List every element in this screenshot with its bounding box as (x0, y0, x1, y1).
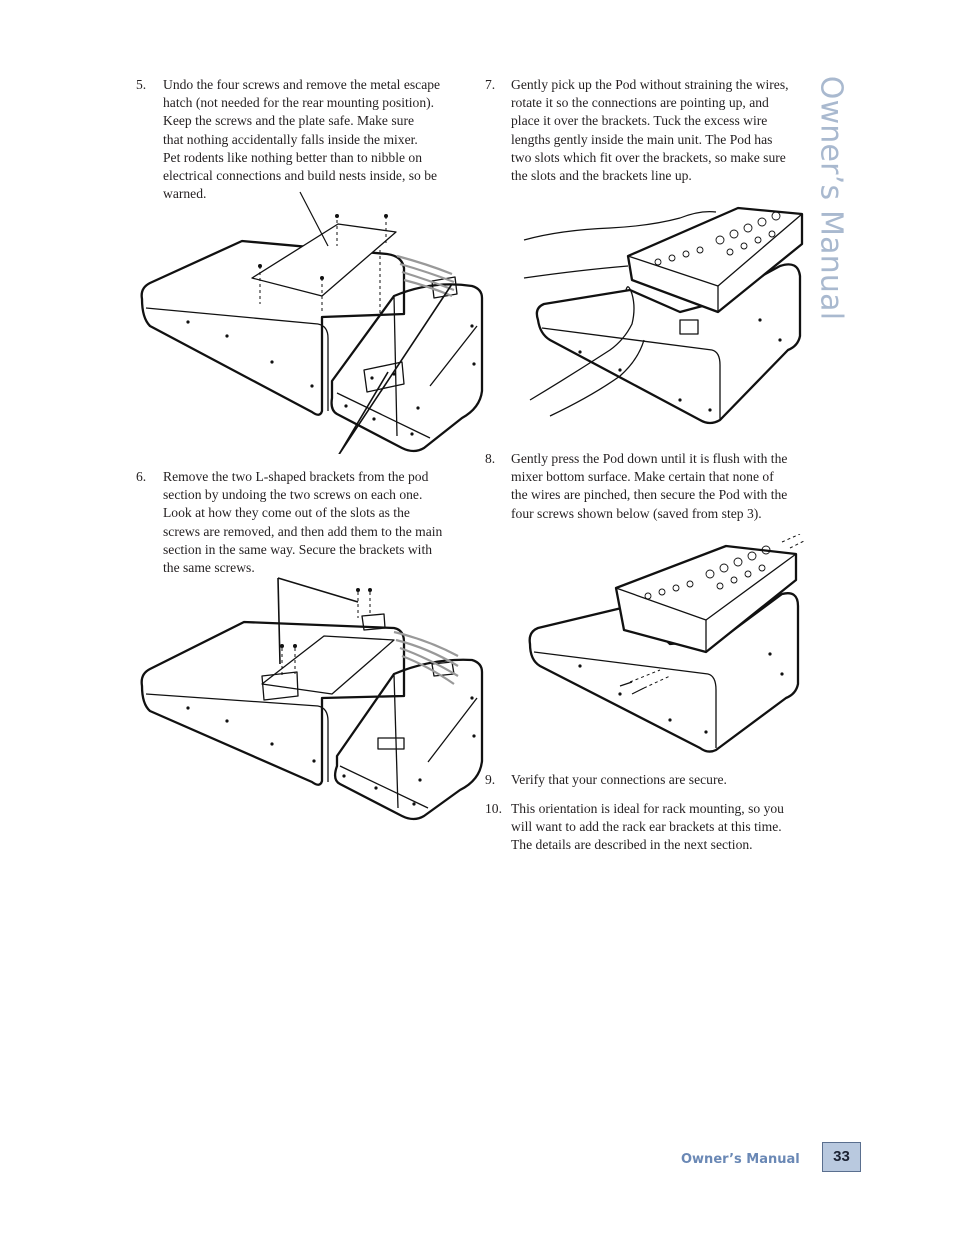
step-5-line-7: warned. (163, 186, 207, 202)
step-9-text (511, 771, 826, 789)
step-5-line-6: electrical connections and build nests inside, so be (163, 168, 438, 184)
step-8-line-1: Gently press the Pod down until it is flush with the (511, 451, 788, 466)
step-8 (485, 450, 825, 526)
step-5-text (163, 76, 478, 203)
step-8-number: 8. (485, 451, 496, 466)
step-7-line-5: two slots which fit over the brackets, so make sure (511, 149, 786, 165)
step-6-line-3: Look at how they come out of the slots as the (163, 505, 410, 521)
step-7-line-1: Gently pick up the Pod without straining the wires, (511, 77, 789, 92)
illustration-move-brackets (132, 576, 487, 826)
page-number: 33 (833, 1148, 850, 1165)
side-title: Owner’s Manual (813, 75, 849, 321)
illustration-place-pod (520, 200, 808, 430)
step-10-line-2: will want to add the rack ear brackets at this time. (511, 819, 782, 835)
step-6-line-6: the same screws. (163, 560, 255, 576)
step-10-number: 10. (485, 801, 502, 816)
illustration-secure-pod (520, 534, 810, 754)
step-10-line-3: The details are described in the next section. (511, 837, 753, 853)
step-6-line-1: Remove the two L-shaped brackets from the pod (163, 469, 429, 484)
step-5-line-1: Undo the four screws and remove the metal escape (163, 77, 441, 92)
step-6-line-4: screws are removed, and then add them to the main (163, 523, 443, 539)
step-7-line-4: lengths gently inside the main unit. The Pod has (511, 131, 773, 147)
step-9-number: 9. (485, 772, 496, 787)
step-5-line-2: hatch (not needed for the rear mounting position). (163, 95, 435, 111)
step-7-line-6: the slots and the brackets line up. (511, 168, 692, 184)
step-6-line-5: section in the same way. Secure the brackets with (163, 541, 433, 557)
step-6-number: 6. (136, 469, 147, 484)
step-5-number: 5. (136, 77, 147, 92)
step-10 (485, 800, 825, 858)
step-7-line-2: rotate it so the connections are pointing up, and (511, 95, 769, 111)
step-9-line-1: Verify that your connections are secure. (511, 772, 727, 787)
footer-label: Owner’s Manual (681, 1152, 800, 1167)
step-7-text (511, 76, 826, 185)
step-9 (485, 771, 825, 791)
step-7-line-3: place it over the brackets. Tuck the excess wire (511, 113, 768, 129)
step-5-line-4: that nothing accidentally falls inside the mixer. (163, 131, 418, 147)
step-5-line-3: Keep the screws and the plate safe. Make sure (163, 113, 414, 129)
illustration-remove-hatch (132, 186, 487, 454)
page-number-box (822, 1142, 861, 1172)
step-5-line-5: Pet rodents like nothing better than to nibble on (163, 149, 422, 165)
step-7-number: 7. (485, 77, 496, 92)
step-8-text (511, 450, 826, 523)
step-8-line-2: mixer bottom surface. Make certain that none of (511, 469, 774, 485)
step-6-text (163, 468, 478, 577)
step-7 (485, 76, 825, 188)
step-8-line-4: four screws shown below (saved from step 3). (511, 505, 762, 521)
step-6 (136, 468, 476, 580)
step-10-text (511, 800, 826, 855)
step-8-line-3: the wires are pinched, then secure the Pod with the (511, 487, 788, 503)
step-6-line-2: section by undoing the two screws on each one. (163, 487, 423, 503)
step-10-line-1: This orientation is ideal for rack mounting, so you (511, 801, 784, 816)
